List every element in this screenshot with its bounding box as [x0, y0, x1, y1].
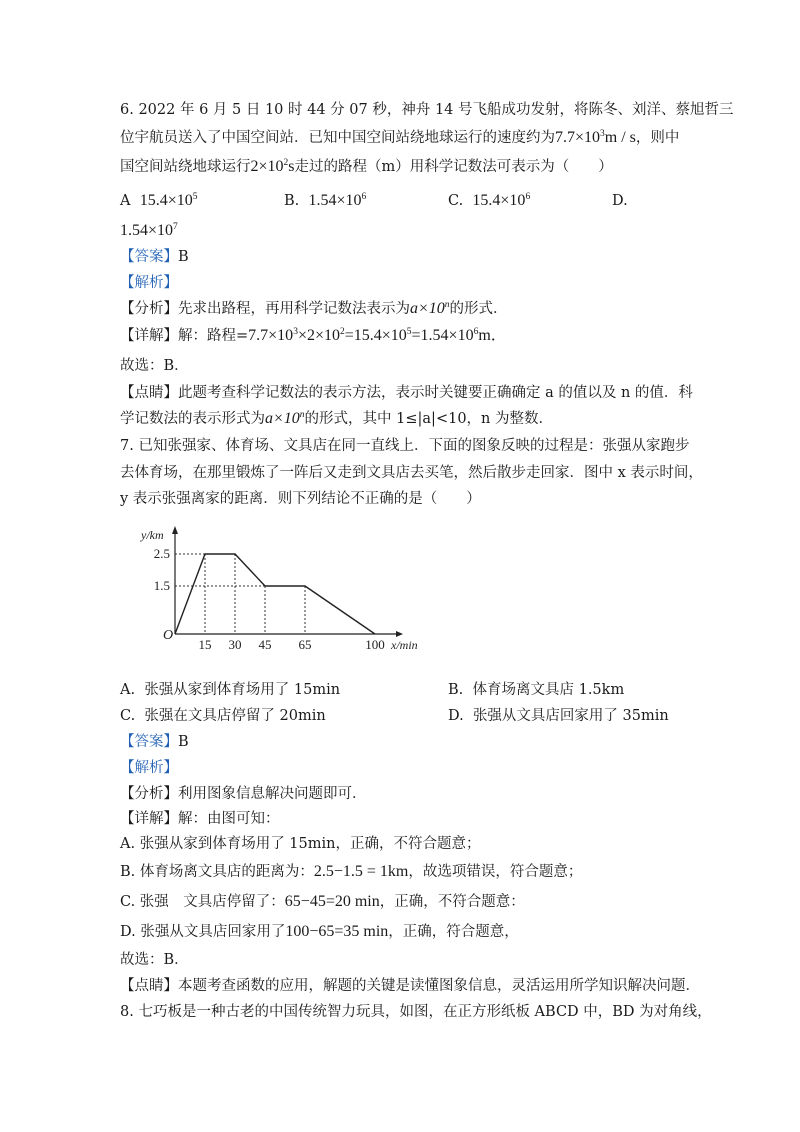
q6-fenxi: 【分析】先求出路程，再用科学记数法表示为$a\times 10^n$的形式．	[120, 300, 508, 317]
x-tick-label: 100	[365, 637, 385, 652]
y-axis-label: y/km	[141, 528, 164, 542]
q6-option-a: A $15.4\times 10^5$	[120, 192, 198, 209]
q7-line-d: D. 张强从文具店回家用了100−65=35 min，正确，符合题意，	[120, 923, 519, 940]
q6-comment-line1: 【点睛】此题考查科学记数法的表示方法，表示时关键要正确确定 a 的值以及 n 的值．科	[120, 385, 693, 401]
q8-line1: 8. 七巧板是一种古老的中国传统智力玩具，如图，在正方形纸板 ABCD 中，BD 为对角线，	[120, 1004, 712, 1020]
distance-time-chart	[130, 524, 418, 654]
x-tick-label: 30	[228, 637, 242, 652]
q7-line-c: C. 张强 文具店停留了：65−45=20 min，正确，不符合题意：	[120, 893, 525, 910]
q7-option-b: B. 体育场离文具店 1.5km	[448, 682, 625, 698]
y-tick-label: 2.5	[153, 546, 170, 561]
q7-line1: 7. 已知张强家、体育场、文具店在同一直线上．下面的图象反映的过程是：张强从家跑步	[120, 438, 690, 454]
q6-option-b: B. $1.54\times 10^6$	[284, 192, 367, 209]
q6-option-c: C. $15.4\times 10^6$	[448, 192, 531, 209]
q6-answer: 【答案】B	[120, 249, 189, 265]
q6-line1: 6. 2022 年 6 月 5 日 10 时 44 分 07 秒，神舟 14 号飞船成功发射，将陈冬、刘洋、蔡旭哲三	[120, 102, 734, 118]
q7-line2: 去体育场，在那里锻炼了一阵后又走到文具店去买笔，然后散步走回家．图中 x 表示时间，	[120, 465, 703, 481]
q7-choose: 故选：B．	[120, 952, 189, 968]
q6-line2: 位宇航员送入了中国空间站．已知中国空间站绕地球运行的速度约为$7.7\times 10^3m / s$，则中	[120, 129, 680, 146]
q6-detail: 【详解】解：路程$=7.7\times 10^3\times 2\times 10^2=15.4\times 10^5=1.54\times 10^6m$．	[120, 327, 507, 344]
q7-analysis-tag: 【解析】	[120, 760, 178, 776]
x-axis-arrow	[396, 631, 403, 637]
q7-fenxi: 【分析】利用图象信息解决问题即可．	[120, 786, 367, 802]
q7-option-c: C. 张强在文具店停留了 20min	[120, 708, 326, 724]
y-axis-arrow	[172, 526, 178, 534]
q7-line-b: B. 体育场离文具店的距离为：2.5−1.5 = 1km，故选项错误，符合题意；	[120, 863, 583, 880]
q6-option-d-value: $1.54\times 10^7$	[120, 222, 178, 239]
x-axis-label: x/min	[391, 638, 418, 652]
x-tick-label: 65	[298, 637, 312, 652]
q6-analysis-tag: 【解析】	[120, 275, 178, 291]
q7-detail: 【详解】解：由图可知：	[120, 811, 280, 827]
q6-line3: 国空间站绕地球运行$2\times 10^2s$走过的路程（m）用科学记数法可表示为（ ）	[120, 158, 613, 175]
x-tick-label: 45	[258, 637, 272, 652]
q7-line-a: A. 张强从家到体育场用了 15min，正确，不符合题意；	[120, 836, 481, 852]
q6-choose: 故选：B．	[120, 358, 189, 374]
y-tick-label: 1.5	[153, 578, 170, 593]
origin-label: O	[163, 628, 174, 643]
q7-option-d: D. 张强从文具店回家用了 35min	[448, 708, 669, 724]
q6-comment-line2: 学记数法的表示形式为$a\times 10^n$的形式，其中 1≤|a|<10，n 为整数．	[120, 410, 553, 427]
q6-option-d-label: D.	[612, 193, 628, 209]
q7-comment: 【点睛】本题考查函数的应用，解题的关键是读懂图象信息，灵活运用所学知识解决问题．	[120, 978, 700, 994]
q7-option-a: A. 张强从家到体育场用了 15min	[120, 682, 341, 698]
q7-line3: y 表示张强离家的距离．则下列结论不正确的是（ ）	[120, 491, 481, 507]
x-tick-label: 15	[198, 637, 212, 652]
q7-answer: 【答案】B	[120, 734, 189, 750]
